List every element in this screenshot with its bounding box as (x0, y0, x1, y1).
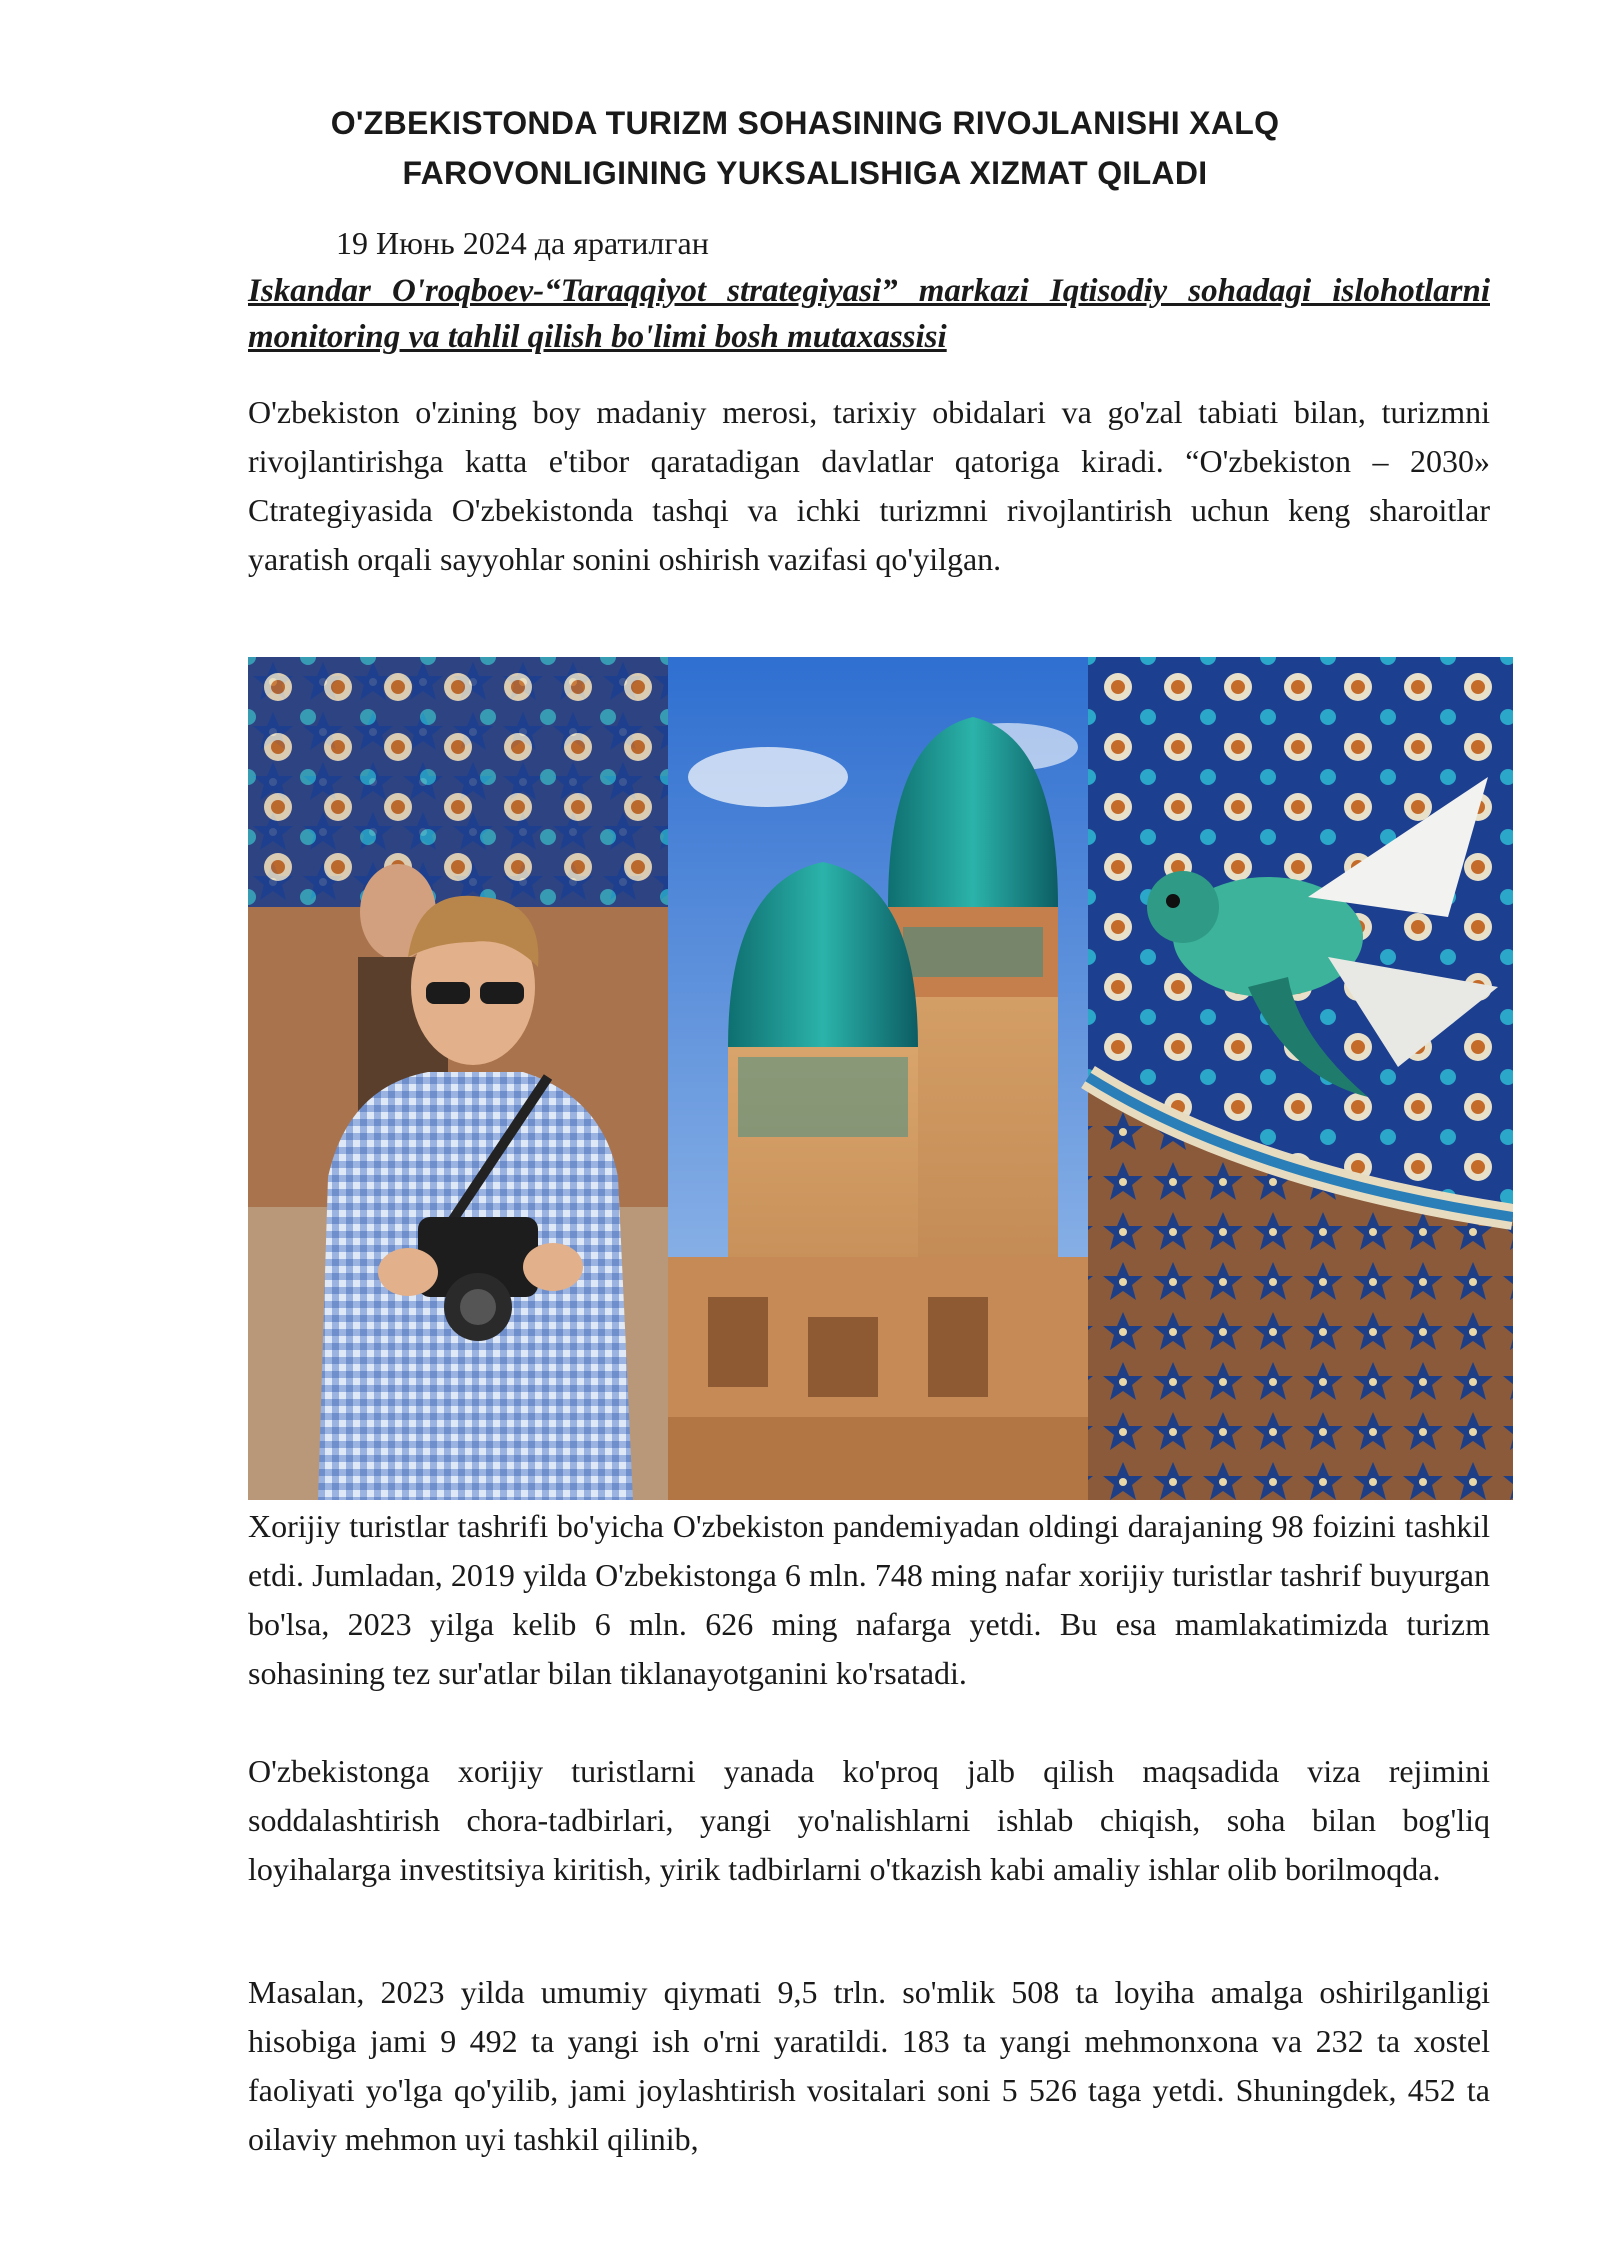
article-title (180, 98, 1430, 198)
author-line: Iskandar O'roqboev-“Taraqqiyot strategiyasi” markazi Iqtisodiy sohadagi islohotlarni monitoring va tahlil qilish bo'limi bosh mutaxassisi (248, 273, 1490, 355)
panel-mosaic (1088, 657, 1513, 1500)
paragraph-2: Xorijiy turistlar tashrifi bo'yicha O'zbekiston pandemiyadan oldingi darajaning 98 foizini tashkil etdi. Jumladan, 2019 yilda O'zbekistonga 6 mln. 748 ming nafar xorijiy turistlar tashrif buyurgan bo'lsa, 2023 yilga kelib 6 mln. 626 ming nafarga yetdi. Bu esa mamlakatimizda turizm sohasining tez sur'atlar bilan tiklanayotganini ko'rsatadi. (248, 1508, 1490, 1691)
tourism-photo-collage (248, 657, 1513, 1500)
panel-tourist (248, 657, 668, 1500)
paragraph-3: O'zbekistonga xorijiy turistlarni yanada ko'proq jalb qilish maqsadida viza rejimini soddalashtirish chora-tadbirlari, yangi yo'nalishlarni ishlab chiqish, soha bilan bog'liq loyihalarga investitsiya kiritish, yirik tadbirlarni o'tkazish kabi amaliy ishlar olib borilmoqda. (248, 1753, 1490, 1887)
paragraph-4: Masalan, 2023 yilda umumiy qiymati 9,5 trln. so'mlik 508 ta loyiha amalga oshirilganligi hisobiga jami 9 492 ta yangi ish o'rni yaratildi. 183 ta yangi mehmonxona va 232 ta xostel faoliyati yo'lga qo'yilib, jami joylashtirish vositalari soni 5 526 taga yetdi. Shuningdek, 452 ta oilaviy mehmon uyi tashkil qilinib, (248, 1974, 1490, 2157)
panel-domes (668, 657, 1088, 1500)
title-line-2: FAROVONLIGINING YUKSALISHIGA XIZMAT QILADI (402, 155, 1208, 191)
publication-date: 19 Июнь 2024 да яратилган (336, 225, 709, 261)
title-line-1: O'ZBEKISTONDA TURIZM SOHASINING RIVOJLANISHI XALQ (330, 105, 1280, 141)
paragraph-1: O'zbekiston o'zining boy madaniy merosi, tarixiy obidalari va go'zal tabiati bilan, turizmni rivojlantirishga katta e'tibor qaratadigan davlatlar qatoriga kiradi. “O'zbekiston – 2030» Ctrategiyasida O'zbekistonda tashqi va ichki turizmni rivojlantirish uchun keng sharoitlar yaratish orqali sayyohlar sonini oshirish vazifasi qo'yilgan. (248, 394, 1490, 577)
